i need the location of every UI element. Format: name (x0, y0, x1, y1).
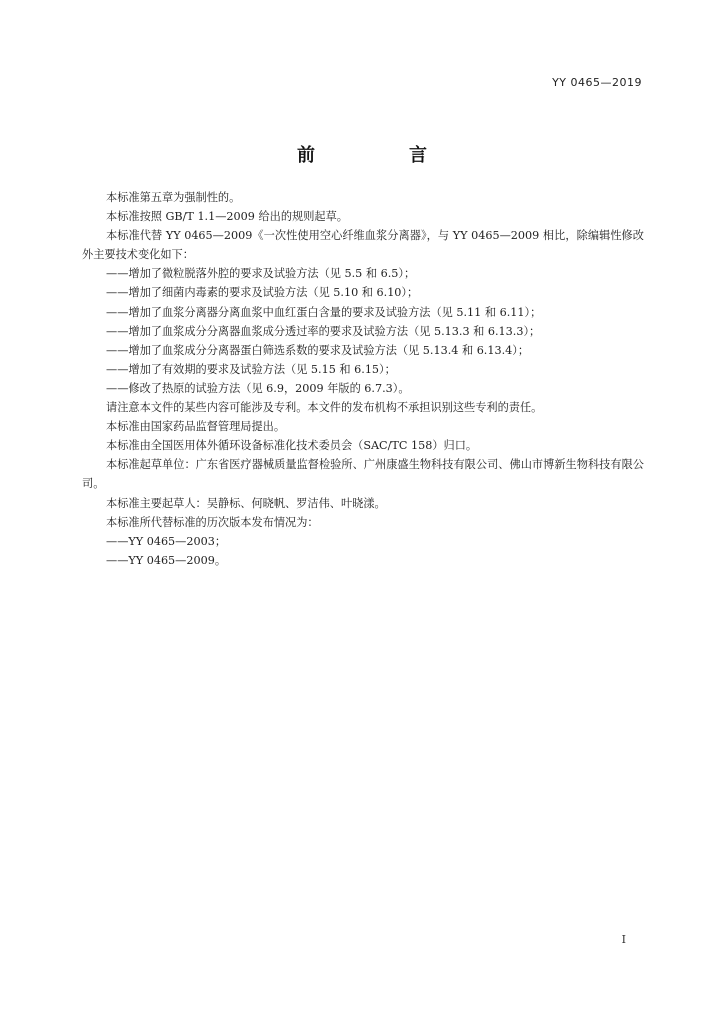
foreword-body (82, 188, 644, 570)
change-item: ——增加了细菌内毒素的要求及试验方法（见 5.10 和 6.10）； (106, 286, 419, 300)
change-item: ——增加了微粒脱落外腔的要求及试验方法（见 5.5 和 6.5）； (106, 267, 416, 281)
paragraph-mandatory-clause: 本标准第五章为强制性的。 (106, 191, 241, 204)
paragraph-patent-notice: 请注意本文件的某些内容可能涉及专利。本文件的发布机构不承担识别这些专利的责任。 (106, 401, 543, 415)
paragraph-drafting-rules: 本标准按照 GB/T 1.1—2009 给出的规则起草。 (106, 210, 348, 224)
paragraph-replacement: 本标准代替 YY 0465—2009《一次性使用空心纤维血浆分离器》，与 YY 0465—2009 相比，除编辑性修改外主要技术变化如下： (82, 229, 644, 262)
change-item: ——增加了血浆成分分离器血浆成分透过率的要求及试验方法（见 5.13.3 和 6.13.3）； (106, 324, 541, 338)
change-item: ——增加了血浆分离器分离血浆中血红蛋白含量的要求及试验方法（见 5.11 和 6.11）； (106, 305, 542, 319)
paragraph-proposer: 本标准由国家药品监督管理局提出。 (106, 420, 286, 434)
change-item: ——增加了有效期的要求及试验方法（见 5.15 和 6.15）； (106, 362, 396, 376)
page-number: I (621, 933, 626, 946)
change-item: ——修改了热原的试验方法（见 6.9，2009 年版的 6.7.3）。 (106, 381, 410, 395)
paragraph-history-intro: 本标准所代替标准的历次版本发布情况为： (106, 515, 319, 529)
history-item: ——YY 0465—2003； (106, 534, 227, 548)
page-title: 前 言 (297, 145, 465, 166)
change-item: ——增加了血浆成分分离器蛋白筛选系数的要求及试验方法（见 5.13.4 和 6.13.4）； (106, 343, 530, 357)
standard-code: YY 0465—2019 (552, 76, 642, 89)
paragraph-drafting-units: 本标准起草单位：广东省医疗器械质量监督检验所、广州康盛生物科技有限公司、佛山市博新生物科技有限公司。 (82, 458, 644, 491)
paragraph-committee: 本标准由全国医用体外循环设备标准化技术委员会（SAC/TC 158）归口。 (106, 439, 478, 453)
paragraph-drafters: 本标准主要起草人：吴静标、何晓帆、罗洁伟、叶晓漾。 (106, 496, 386, 510)
history-item: ——YY 0465—2009。 (106, 553, 227, 567)
